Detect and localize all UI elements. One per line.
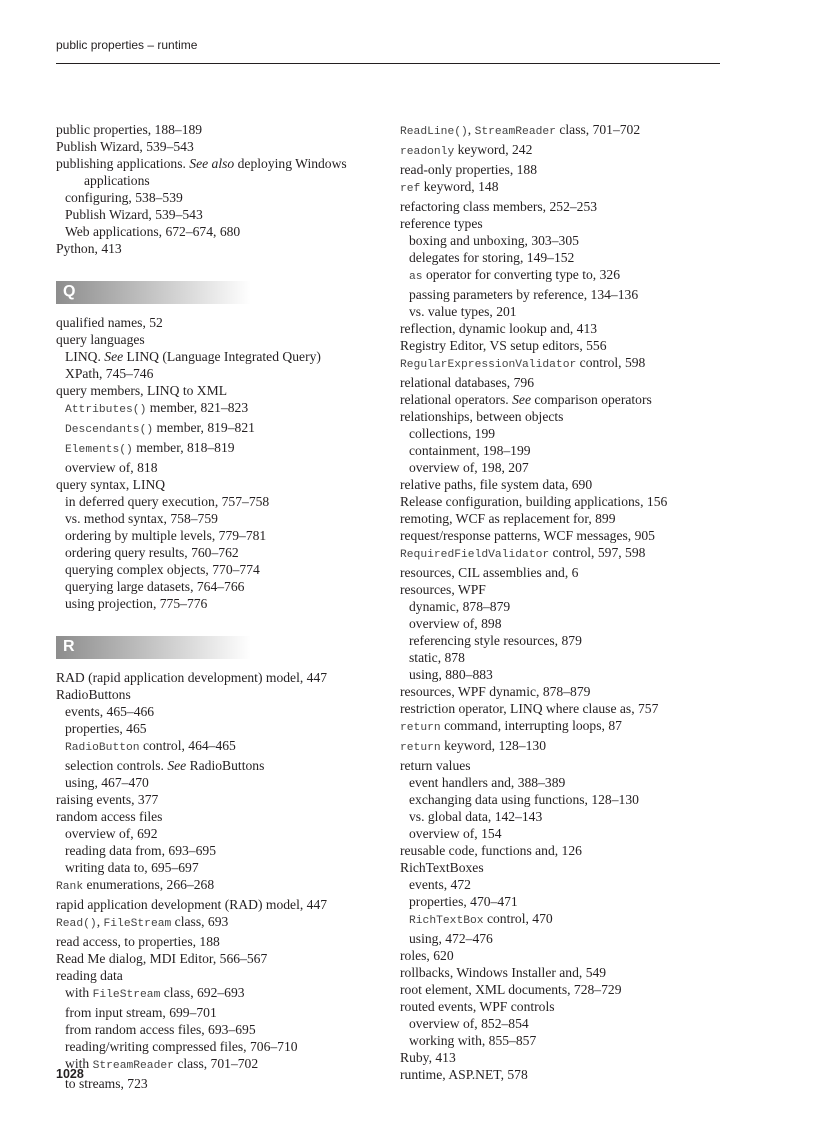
index-entry [400, 476, 740, 493]
entry-text: query syntax, LINQ [56, 477, 166, 492]
index-subentry [56, 544, 396, 561]
entry-text: rapid application development (RAD) model, 447 [56, 897, 328, 912]
entry-text: static, 878 [409, 650, 465, 665]
entry-text: deploying Windows [234, 156, 347, 171]
index-subentry [56, 1055, 396, 1075]
index-subentry [56, 774, 396, 791]
index-subentry [56, 459, 396, 476]
index-subentry [56, 510, 396, 527]
index-entry [400, 510, 740, 527]
entry-text: operator for converting type to, 326 [422, 267, 620, 282]
entry-text: Read Me dialog, MDI Editor, 566–567 [56, 951, 268, 966]
index-group-p [56, 121, 396, 257]
index-subentry [400, 893, 740, 910]
index-entry [56, 121, 396, 138]
entry-text: ordering query results, 760–762 [65, 545, 239, 560]
index-subentry [56, 1075, 396, 1092]
running-head: public properties – runtime [56, 38, 198, 52]
index-entry [400, 981, 740, 998]
entry-text: class, 701–702 [173, 1056, 259, 1071]
index-subentry [56, 595, 396, 612]
entry-text: ordering by multiple levels, 779–781 [65, 528, 267, 543]
entry-text: routed events, WPF controls [400, 999, 555, 1014]
entry-text: passing parameters by reference, 134–136 [409, 287, 639, 302]
index-entry [400, 544, 740, 564]
entry-text: delegates for storing, 149–152 [409, 250, 575, 265]
index-subentry [56, 720, 396, 737]
entry-text: class, 701–702 [555, 122, 641, 137]
index-entry [56, 913, 396, 933]
index-subentry [400, 442, 740, 459]
index-subentry [56, 439, 396, 459]
see-reference: See [512, 392, 531, 407]
index-subentry [56, 825, 396, 842]
entry-text: reading/writing compressed files, 706–710 [65, 1039, 298, 1054]
index-subentry [400, 615, 740, 632]
index-subentry [56, 859, 396, 876]
entry-text: exchanging data using functions, 128–130 [409, 792, 639, 807]
index-column-right [400, 121, 740, 1083]
index-subentry [56, 1004, 396, 1021]
entry-text: Publish Wizard, 539–543 [56, 139, 194, 154]
letter-heading-r [56, 636, 251, 659]
entry-text: read access, to properties, 188 [56, 934, 220, 949]
entry-text: events, 465–466 [65, 704, 155, 719]
header-rule [56, 63, 720, 64]
entry-text: relational operators. [400, 392, 513, 407]
entry-text: query languages [56, 332, 145, 347]
code-term: return [400, 722, 441, 734]
entry-text: vs. method syntax, 758–759 [65, 511, 218, 526]
entry-text: Release configuration, building applications, 156 [400, 494, 668, 509]
entry-text: raising events, 377 [56, 792, 159, 807]
code-term: RadioButton [65, 742, 140, 754]
entry-text: refactoring class members, 252–253 [400, 199, 598, 214]
index-entry [400, 581, 740, 598]
index-group-q [56, 314, 396, 612]
code-term: FileStream [92, 989, 161, 1001]
index-subentry [400, 232, 740, 249]
entry-text: RadioButtons [56, 687, 131, 702]
index-subentry [56, 757, 396, 774]
entry-text: XPath, 745–746 [65, 366, 154, 381]
index-subentry [400, 266, 740, 286]
entry-text: configuring, 538–539 [65, 190, 183, 205]
entry-text: comparison operators [530, 392, 652, 407]
entry-text: reference types [400, 216, 483, 231]
index-subentry [56, 703, 396, 720]
entry-text: properties, 465 [65, 721, 147, 736]
code-term: StreamReader [92, 1060, 174, 1072]
entry-text: read-only properties, 188 [400, 162, 538, 177]
index-entry [56, 476, 396, 493]
index-subentry [56, 842, 396, 859]
entry-text: from random access files, 693–695 [65, 1022, 256, 1037]
entry-text: overview of, 852–854 [409, 1016, 529, 1031]
index-subentry [400, 774, 740, 791]
entry-text: events, 472 [409, 877, 471, 892]
entry-text: relational databases, 796 [400, 375, 534, 390]
entry-text: Registry Editor, VS setup editors, 556 [400, 338, 607, 353]
entry-text: member, 819–821 [153, 420, 255, 435]
index-entry [400, 493, 740, 510]
index-entry [56, 791, 396, 808]
index-subentry [56, 527, 396, 544]
index-entry [56, 331, 396, 348]
entry-text: RadioButtons [186, 758, 265, 773]
index-subentry [400, 249, 740, 266]
entry-text: using, 880–883 [409, 667, 493, 682]
code-term: as [409, 271, 423, 283]
entry-text: command, interrupting loops, 87 [440, 718, 622, 733]
entry-text: qualified names, 52 [56, 315, 163, 330]
index-entry [56, 155, 396, 172]
index-entry [400, 757, 740, 774]
code-term: Attributes() [65, 404, 147, 416]
index-entry [400, 527, 740, 544]
index-subentry [400, 910, 740, 930]
entry-text: resources, WPF dynamic, 878–879 [400, 684, 591, 699]
letter-r: R [63, 638, 75, 655]
entry-text: vs. value types, 201 [409, 304, 517, 319]
index-entry [56, 896, 396, 913]
entry-text: relative paths, file system data, 690 [400, 477, 593, 492]
index-subentry [400, 1032, 740, 1049]
index-column-left [56, 121, 396, 1092]
entry-text: Ruby, 413 [400, 1050, 456, 1065]
entry-text: selection controls. [65, 758, 168, 773]
code-term: Read() [56, 918, 97, 930]
entry-text: properties, 470–471 [409, 894, 518, 909]
entry-text: event handlers and, 388–389 [409, 775, 566, 790]
entry-text: overview of, 898 [409, 616, 502, 631]
entry-text: runtime, ASP.NET, 578 [400, 1067, 528, 1082]
entry-text: querying large datasets, 764–766 [65, 579, 245, 594]
entry-text: Web applications, 672–674, 680 [65, 224, 241, 239]
index-entry [56, 933, 396, 950]
entry-text: vs. global data, 142–143 [409, 809, 543, 824]
index-entry [400, 198, 740, 215]
page-number: 1028 [56, 1067, 84, 1081]
entry-text: overview of, 692 [65, 826, 158, 841]
entry-text: working with, 855–857 [409, 1033, 537, 1048]
code-term: RequiredFieldValidator [400, 549, 550, 561]
entry-text: control, 597, 598 [549, 545, 646, 560]
index-entry [56, 240, 396, 257]
entry-text: reusable code, functions and, 126 [400, 843, 582, 858]
entry-text: from input stream, 699–701 [65, 1005, 217, 1020]
index-subentry [56, 419, 396, 439]
index-entry [400, 859, 740, 876]
index-entry [56, 876, 396, 896]
index-entry [400, 337, 740, 354]
index-entry [56, 669, 396, 686]
code-term: Descendants() [65, 424, 154, 436]
index-subentry [400, 425, 740, 442]
index-entry [400, 717, 740, 737]
index-entry [400, 737, 740, 757]
entry-text: RichTextBoxes [400, 860, 484, 875]
entry-text: resources, CIL assemblies and, 6 [400, 565, 579, 580]
index-entry [400, 408, 740, 425]
index-group-r-continued [400, 121, 740, 1083]
code-term: ReadLine() [400, 126, 468, 138]
index-subentry [56, 578, 396, 595]
index-subentry [56, 189, 396, 206]
index-subentry [56, 493, 396, 510]
entry-text: referencing style resources, 879 [409, 633, 582, 648]
index-entry [400, 964, 740, 981]
letter-heading-q [56, 281, 251, 304]
index-entry [400, 320, 740, 337]
entry-text: publishing applications. [56, 156, 190, 171]
index-entry [400, 161, 740, 178]
entry-text: dynamic, 878–879 [409, 599, 511, 614]
entry-text: roles, 620 [400, 948, 454, 963]
entry-text: control, 470 [483, 911, 553, 926]
entry-text: root element, XML documents, 728–729 [400, 982, 622, 997]
entry-text: using, 467–470 [65, 775, 149, 790]
index-subentry [400, 303, 740, 320]
index-subentry [56, 206, 396, 223]
entry-text: to streams, 723 [65, 1076, 148, 1091]
letter-q: Q [63, 283, 76, 300]
index-subentry [400, 825, 740, 842]
index-entry [400, 842, 740, 859]
index-entry [56, 950, 396, 967]
index-subentry [400, 791, 740, 808]
entry-text: random access files [56, 809, 163, 824]
entry-text: resources, WPF [400, 582, 486, 597]
index-entry [400, 947, 740, 964]
index-entry [400, 215, 740, 232]
see-reference: See also [189, 156, 235, 171]
index-entry [56, 382, 396, 399]
index-entry [400, 178, 740, 198]
entry-text: query members, LINQ to XML [56, 383, 228, 398]
entry-text: keyword, 128–130 [440, 738, 547, 753]
index-subentry [56, 223, 396, 240]
entry-text: boxing and unboxing, 303–305 [409, 233, 579, 248]
entry-text: rollbacks, Windows Installer and, 549 [400, 965, 607, 980]
entry-text: keyword, 242 [454, 142, 533, 157]
index-subentry [400, 1015, 740, 1032]
index-entry [400, 700, 740, 717]
index-entry [400, 121, 740, 141]
index-entry [400, 564, 740, 581]
index-subentry [400, 930, 740, 947]
entry-text: control, 598 [576, 355, 646, 370]
entry-text: request/response patterns, WCF messages, 905 [400, 528, 655, 543]
entry-text: using projection, 775–776 [65, 596, 208, 611]
entry-text: member, 821–823 [146, 400, 249, 415]
entry-text: Python, 413 [56, 241, 122, 256]
index-subentry [56, 984, 396, 1004]
code-term: FileStream [103, 918, 172, 930]
code-term: ref [400, 183, 421, 195]
index-entry [56, 314, 396, 331]
entry-text: control, 464–465 [139, 738, 236, 753]
code-term: return [400, 742, 441, 754]
entry-text: reading data [56, 968, 123, 983]
see-reference: See [167, 758, 187, 773]
index-subentry [56, 348, 396, 365]
code-term: RegularExpressionValidator [400, 359, 577, 371]
entry-text: with [65, 1056, 93, 1071]
index-entry [400, 354, 740, 374]
entry-text: Publish Wizard, 539–543 [65, 207, 203, 222]
entry-text: class, 693 [171, 914, 229, 929]
index-entry [400, 1049, 740, 1066]
entry-text: overview of, 198, 207 [409, 460, 529, 475]
entry-text: , [467, 122, 475, 137]
entry-text: remoting, WCF as replacement for, 899 [400, 511, 616, 526]
entry-text: LINQ. [65, 349, 105, 364]
entry-text: in deferred query execution, 757–758 [65, 494, 270, 509]
entry-text: reading data from, 693–695 [65, 843, 216, 858]
entry-text: overview of, 154 [409, 826, 502, 841]
index-subentry [400, 808, 740, 825]
index-subentry [56, 561, 396, 578]
entry-text: containment, 198–199 [409, 443, 531, 458]
index-entry [400, 374, 740, 391]
index-entry [400, 141, 740, 161]
index-subentry [56, 399, 396, 419]
entry-text: overview of, 818 [65, 460, 158, 475]
entry-text: reflection, dynamic lookup and, 413 [400, 321, 598, 336]
code-term: Elements() [65, 444, 133, 456]
entry-text: enumerations, 266–268 [83, 877, 215, 892]
index-entry [400, 391, 740, 408]
index-entry-continuation: applications [84, 173, 150, 188]
index-entry [56, 967, 396, 984]
see-reference: See [104, 349, 124, 364]
code-term: readonly [400, 146, 455, 158]
entry-text: collections, 199 [409, 426, 496, 441]
code-term: StreamReader [474, 126, 556, 138]
index-subentry [56, 1038, 396, 1055]
entry-text: writing data to, 695–697 [65, 860, 199, 875]
entry-text: using, 472–476 [409, 931, 493, 946]
index-group-r [56, 669, 396, 1092]
index-entry [400, 998, 740, 1015]
index-entry [56, 138, 396, 155]
entry-text: keyword, 148 [420, 179, 499, 194]
entry-text: restriction operator, LINQ where clause as, 757 [400, 701, 659, 716]
index-subentry [400, 666, 740, 683]
index-subentry [400, 649, 740, 666]
index-subentry [400, 598, 740, 615]
entry-text: member, 818–819 [132, 440, 235, 455]
index-entry [400, 683, 740, 700]
index-entry [400, 1066, 740, 1083]
index-subentry [400, 459, 740, 476]
index-subentry [400, 876, 740, 893]
entry-text: with [65, 985, 93, 1000]
entry-text: RAD (rapid application development) model, 447 [56, 670, 328, 685]
index-subentry [400, 286, 740, 303]
entry-text: querying complex objects, 770–774 [65, 562, 260, 577]
index-subentry [56, 365, 396, 382]
index-entry [56, 808, 396, 825]
entry-text: public properties, 188–189 [56, 122, 203, 137]
index-subentry [400, 632, 740, 649]
index-subentry [56, 737, 396, 757]
entry-text: return values [400, 758, 471, 773]
index-entry [56, 686, 396, 703]
code-term: Rank [56, 881, 84, 893]
entry-text: , [96, 914, 104, 929]
index-subentry [56, 1021, 396, 1038]
entry-text: relationships, between objects [400, 409, 564, 424]
entry-text: class, 692–693 [160, 985, 245, 1000]
entry-text: LINQ (Language Integrated Query) [123, 349, 321, 364]
code-term: RichTextBox [409, 915, 484, 927]
